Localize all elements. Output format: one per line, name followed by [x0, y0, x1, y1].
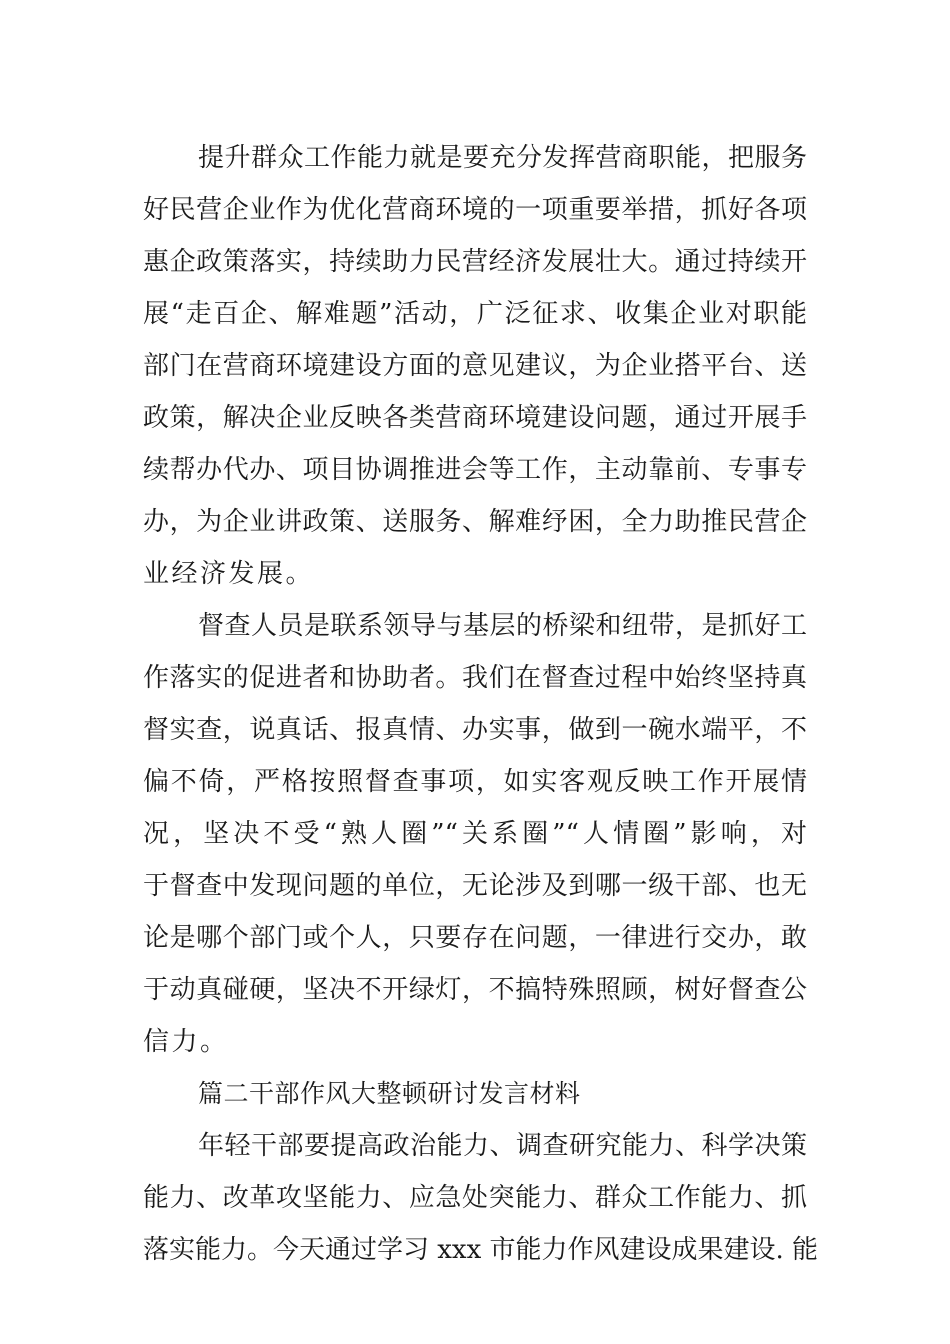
text-line: 于动真碰硬，坚决不开绿灯，不搞特殊照顾，树好督查公 — [143, 975, 807, 1005]
text-line: 督实查，说真话、报真情、办实事，做到一碗水端平，不 — [143, 715, 807, 745]
text-line: 好民营企业作为优化营商环境的一项重要举措，抓好各项 — [143, 195, 807, 225]
text-line: 信力。 — [143, 1027, 229, 1057]
section-heading: 篇二干部作风大整顿研讨发言材料 — [198, 1079, 581, 1108]
text-line: 部门在营商环境建设方面的意见建议，为企业搭平台、送 — [143, 351, 807, 381]
text-line: 偏不倚，严格按照督查事项，如实客观反映工作开展情 — [143, 767, 807, 797]
text-line: 能力、改革攻坚能力、应急处突能力、群众工作能力、抓 — [143, 1183, 807, 1213]
text-line: 办，为企业讲政策、送服务、解难纾困，全力助推民营企 — [143, 507, 807, 537]
text-line: 业经济发展。 — [143, 559, 315, 589]
text-line: 督查人员是联系领导与基层的桥梁和纽带，是抓好工 — [198, 611, 807, 641]
text-line: 展“走百企、解难题”活动，广泛征求、收集企业对职能 — [143, 299, 807, 329]
text-line: 惠企政策落实，持续助力民营经济发展壮大。通过持续开 — [143, 247, 807, 277]
text-line: 年轻干部要提高政治能力、调查研究能力、科学决策 — [198, 1131, 807, 1161]
text-line: 于督查中发现问题的单位，无论涉及到哪一级干部、也无 — [143, 871, 807, 901]
document-body — [143, 132, 819, 1276]
text-line: 落实能力。今天通过学习 xxx 市能力作风建设成果建设. 能 — [143, 1235, 819, 1265]
text-line: 作落实的促进者和协助者。我们在督查过程中始终坚持真 — [143, 663, 807, 693]
text-line: 论是哪个部门或个人，只要存在问题，一律进行交办，敢 — [143, 923, 807, 953]
text-line: 续帮办代办、项目协调推进会等工作，主动靠前、专事专 — [143, 455, 807, 485]
text-line: 况，坚决不受“熟人圈”“关系圈”“人情圈”影响，对 — [143, 819, 807, 849]
text-line: 政策，解决企业反映各类营商环境建设问题，通过开展手 — [143, 403, 807, 433]
text-line: 提升群众工作能力就是要充分发挥营商职能，把服务 — [198, 143, 807, 173]
